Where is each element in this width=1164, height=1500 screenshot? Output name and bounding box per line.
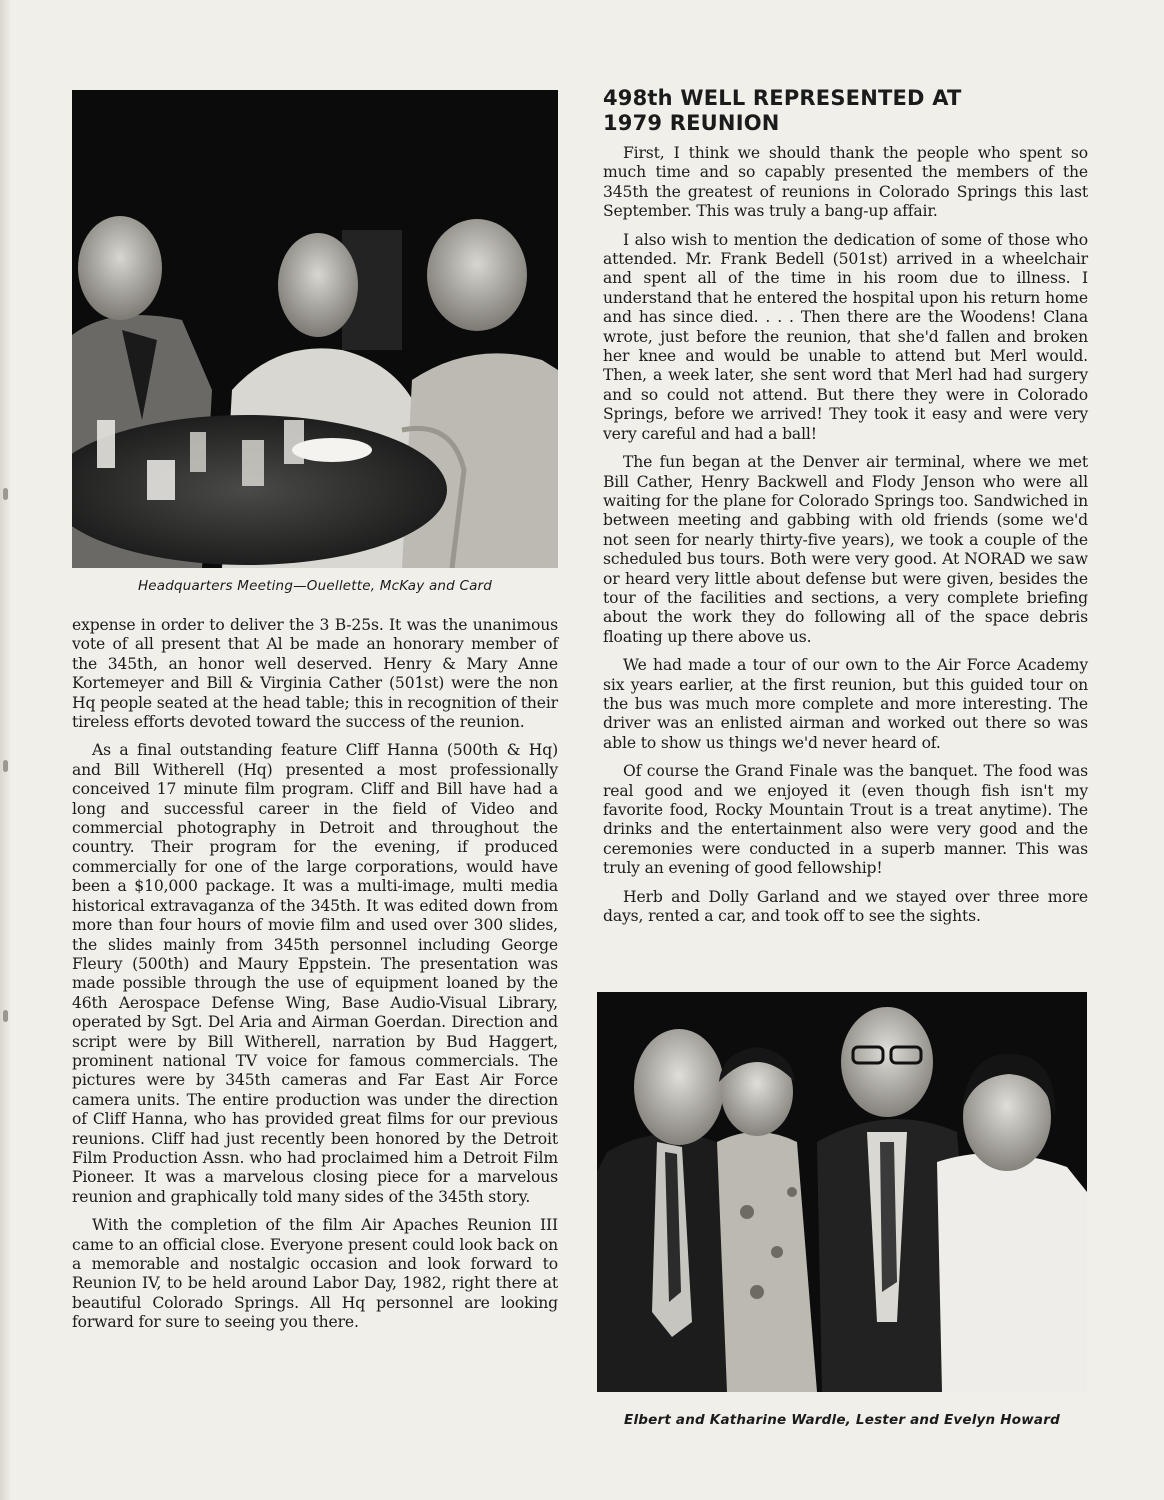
- photo-caption: Elbert and Katharine Wardle, Lester and Evelyn Howard: [624, 1412, 1060, 1428]
- left-article-body: [72, 616, 558, 1333]
- left-column: [72, 90, 558, 1342]
- paragraph: As a final outstanding feature Cliff Hanna (500th & Hq) and Bill Witherell (Hq) presented a most professionally conceived 17 minute film program. Cliff and Bill have had a long and successful career in the field of Video and commercial photography in Detroit and throughout the country. Their program for the evening, if produced commercially for one of the large corporations, would have been a $10,000 package. It was a multi-image, multi media historical extravaganza of the 345th. It was edited down from more than four hours of movie film and used over 300 slides, the slides mainly from 345th personnel including George Fleury (500th) and Maury Eppstein. The presentation was made possible through the use of equipment loaned by the 46th Aerospace Defense Wing, Base Audio-Visual Library, operated by Sgt. Del Aria and Airman Goerdan. Direction and script were by Bill Witherell, narration by Bud Haggert, prominent national TV voice for famous commercials. The pictures were by 345th cameras and Far East Air Force camera units. The entire production was under the direction of Cliff Hanna, who has provided great films for our previous reunions. Cliff had just recently been honored by the Detroit Film Production Assn. who had proclaimed him a Detroit Film Pioneer. It was a marvelous closing piece for a marvelous reunion and graphically told many sides of the 345th story.: [72, 741, 558, 1206]
- binding-hole: [3, 488, 8, 500]
- wardle-howard-photo: [597, 992, 1087, 1392]
- paragraph: Herb and Dolly Garland and we stayed over three more days, rented a car, and took off to see the sights.: [603, 887, 1088, 926]
- headline-line: 1979 REUNION: [603, 111, 780, 135]
- photo-caption: Headquarters Meeting—Ouellette, McKay and Card: [137, 578, 493, 594]
- right-column: [603, 86, 1088, 1428]
- paragraph: expense in order to deliver the 3 B-25s. It was the unanimous vote of all present that Al be made an honorary member of the 345th, an honor well deserved. Henry & Mary Anne Kortemeyer and Bill & Virginia Cather (501st) were the non Hq people seated at the head table; this in recognition of their tireless efforts devoted toward the success of the reunion.: [72, 616, 558, 732]
- headquarters-meeting-photo: [72, 90, 558, 568]
- photo-illustration: [72, 90, 558, 568]
- headline-line: 498th WELL REPRESENTED AT: [603, 86, 962, 110]
- binding-hole: [3, 1010, 8, 1022]
- article-headline: [603, 86, 1088, 136]
- paragraph: First, I think we should thank the people who spent so much time and so capably presented the members of the 345th the greatest of reunions in Colorado Springs this last September. This was truly a bang-up affair.: [603, 144, 1088, 221]
- paragraph: Of course the Grand Finale was the banquet. The food was real good and we enjoyed it (even though fish isn't my favorite food, Rocky Mountain Trout is a treat anytime). The drinks and the entertainment also were very good and the ceremonies were conducted in a superb manner. This was truly an evening of good fellowship!: [603, 762, 1088, 878]
- paragraph: With the completion of the film Air Apaches Reunion III came to an official close. Everyone present could look back on a memorable and nostalgic occasion and look forward to Reunion IV, to be held around Labor Day, 1982, right there at beautiful Colorado Springs. All Hq personnel are looking forward for sure to seeing you there.: [72, 1216, 558, 1332]
- photo-illustration: [597, 992, 1087, 1392]
- right-article-body: [603, 144, 1088, 926]
- binding-edge: [0, 0, 10, 1500]
- paragraph: We had made a tour of our own to the Air Force Academy six years earlier, at the first reunion, but this guided tour on the bus was much more complete and more interesting. The driver was an enlisted airman and worked out there so was able to show us things we'd never heard of.: [603, 656, 1088, 752]
- paragraph: The fun began at the Denver air terminal, where we met Bill Cather, Henry Backwell and Flody Jenson who were all waiting for the plane for Colorado Springs too. Sandwiched in between meeting and gabbing with old friends (some we'd not seen for nearly thirty-five years), we took a couple of the scheduled bus tours. Both were very good. At NORAD we saw or heard very little about defense but were given, besides the tour of the facilities and sections, a very complete briefing about the work they do following all of the space debris floating up there above us.: [603, 453, 1088, 646]
- paragraph: I also wish to mention the dedication of some of those who attended. Mr. Frank Bedell (501st) arrived in a wheelchair and spent all of the time in his room due to illness. I understand that he entered the hospital upon his return home and has since died. . . . Then there are the Woodens! Clana wrote, just before the reunion, that she'd fallen and broken her knee and would be unable to attend but Merl would. Then, a week later, she sent word that Merl had had surgery and so could not attend. But there they were in Colorado Springs, before we arrived! They took it easy and were very very careful and had a ball!: [603, 230, 1088, 443]
- binding-hole: [3, 760, 8, 772]
